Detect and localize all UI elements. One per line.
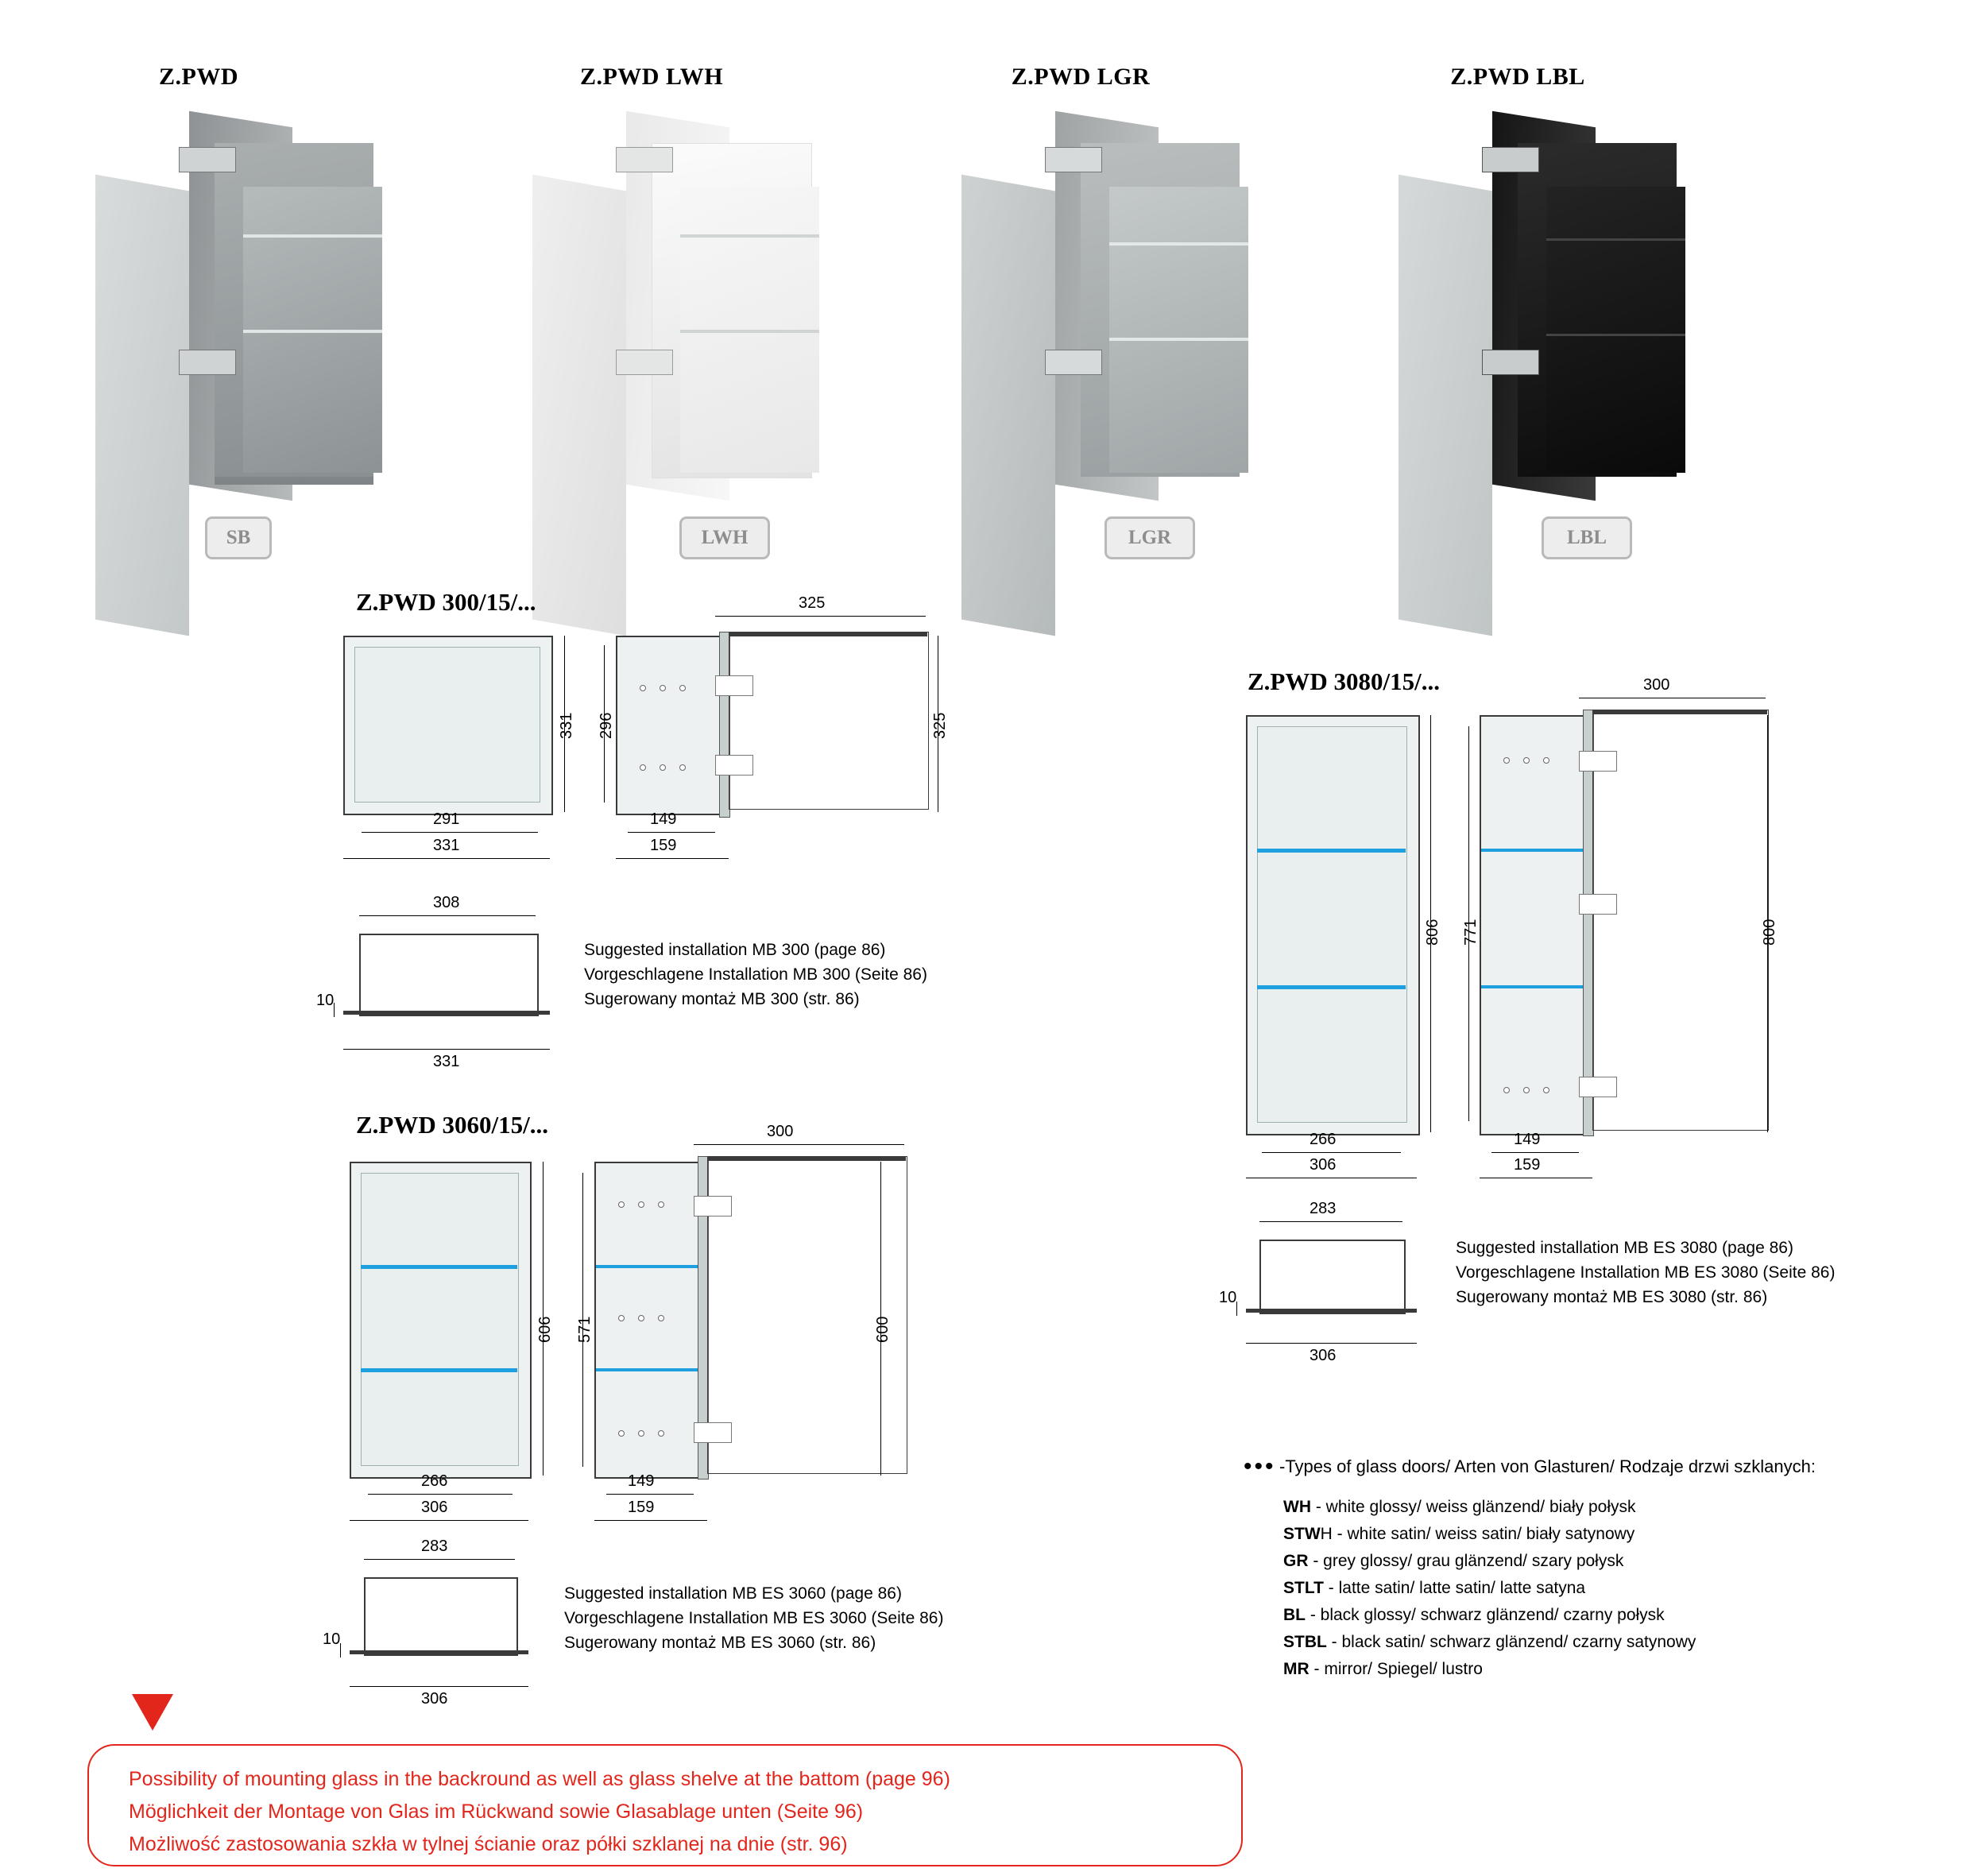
badge-lgr: LGR: [1104, 516, 1195, 559]
pwd3080-note-en: Suggested installation MB ES 3080 (page 86): [1456, 1239, 1793, 1257]
pwd3060-notes: [564, 1581, 1009, 1655]
pwd3080-shelf-1: [1257, 849, 1406, 853]
badge-lwh: LWH: [679, 516, 770, 559]
red-arrow-icon: [132, 1694, 173, 1731]
pwd300-side-view: [616, 636, 722, 815]
glass-type-item: [1283, 1494, 1935, 1521]
product-photo-2: [532, 111, 874, 556]
drawing-title-pwd3060: Z.PWD 3060/15/...: [356, 1111, 548, 1139]
dim-pwd3080-front-w2: 306: [1310, 1156, 1337, 1174]
bullet-dots-icon: •••: [1244, 1453, 1276, 1480]
glass-types-heading: -Types of glass doors/ Arten von Glasturen/ Rodzaje drzwi szklanych:: [1279, 1456, 1816, 1476]
pwd300-note-de: Vorgeschlagene Installation MB 300 (Seite 86): [584, 965, 927, 984]
glass-desc: - mirror/ Spiegel/ lustro: [1309, 1660, 1483, 1678]
dim-pwd300-plan-w: 308: [433, 894, 460, 911]
pwd3060-shelf-1: [361, 1265, 517, 1269]
footer-line-en: Possibility of mounting glass in the backround as well as glass shelve at the battom (page 96): [129, 1768, 950, 1790]
glass-desc: H - white satin/ weiss satin/ biały satynowy: [1320, 1525, 1635, 1543]
pwd3060-plan-view: [364, 1577, 518, 1656]
glass-code: MR: [1283, 1660, 1310, 1678]
pwd3060-front-glass: [361, 1173, 519, 1466]
glass-types-list: [1283, 1494, 1935, 1683]
pwd300-notes: [584, 938, 997, 1011]
pwd3080-shelf-2: [1257, 985, 1406, 989]
drawing-title-pwd300: Z.PWD 300/15/...: [356, 588, 536, 616]
pwd3060-side-view: [594, 1162, 701, 1479]
dim-pwd300-front-h: 331: [558, 712, 575, 739]
badge-lbl: LBL: [1542, 516, 1632, 559]
dim-pwd3060-plan-w: 283: [421, 1538, 448, 1555]
glass-desc: - black glossy/ schwarz glänzend/ czarny połysk: [1306, 1606, 1665, 1624]
pwd3080-front-glass: [1257, 726, 1407, 1123]
dim-pwd3080-front-h: 806: [1424, 919, 1441, 946]
dim-pwd300-plan-w2: 331: [433, 1053, 460, 1070]
dim-pwd3080-side-w: 149: [1514, 1131, 1541, 1148]
product-photo-4: [1399, 111, 1740, 556]
pwd3080-note-de: Vorgeschlagene Installation MB ES 3080 (Seite 86): [1456, 1263, 1836, 1282]
glass-code: GR: [1283, 1552, 1309, 1570]
drawing-title-pwd3080: Z.PWD 3080/15/...: [1248, 667, 1440, 695]
pwd3080-note-pl: Sugerowany montaż MB ES 3080 (str. 86): [1456, 1288, 1768, 1306]
pwd3080-side-view: [1480, 715, 1586, 1135]
glass-type-item: [1283, 1548, 1935, 1575]
dim-pwd3060-front-w: 266: [421, 1472, 448, 1490]
product-title-3: Z.PWD LGR: [1011, 64, 1151, 90]
dim-pwd3080-side-w2: 159: [1514, 1156, 1541, 1174]
glass-desc: - black satin/ schwarz glänzend/ czarny satynowy: [1326, 1633, 1696, 1651]
dim-pwd3080-side-innerh: 771: [1462, 919, 1480, 946]
pwd3060-shelf-2: [361, 1368, 517, 1372]
dim-pwd300-front-w2: 331: [433, 837, 460, 854]
product-photo-3: [961, 111, 1303, 556]
dim-pwd3060-side-h: 600: [874, 1316, 892, 1343]
glass-code: WH: [1283, 1498, 1311, 1516]
dim-pwd3060-plan-h: 10: [323, 1630, 341, 1648]
footer-line-pl: Możliwość zastosowania szkła w tylnej ścianie oraz półki szklanej na dnie (str. 96): [129, 1833, 848, 1855]
dim-pwd3060-side-w2: 159: [628, 1499, 655, 1516]
dim-pwd3080-plan-w: 283: [1310, 1200, 1337, 1217]
pwd300-plan-view: [359, 934, 539, 1016]
dim-pwd3060-side-top: 300: [767, 1123, 794, 1140]
dim-pwd300-side-w2: 159: [650, 837, 677, 854]
footer-callout: [87, 1744, 1243, 1866]
pwd3080-plan-view: [1259, 1240, 1406, 1314]
product-title-2: Z.PWD LWH: [579, 64, 724, 90]
dim-pwd3080-side-h: 800: [1761, 919, 1778, 946]
badge-sb: SB: [205, 516, 272, 559]
dim-pwd300-front-w: 291: [433, 810, 460, 828]
pwd3080-notes: [1456, 1236, 1917, 1309]
pwd300-note-pl: Sugerowany montaż MB 300 (str. 86): [584, 990, 860, 1008]
glass-desc: - white glossy/ weiss glänzend/ biały połysk: [1311, 1498, 1636, 1516]
glass-type-item: [1283, 1629, 1935, 1656]
dim-pwd300-side-innerh: 296: [598, 712, 615, 739]
dim-pwd3080-side-top: 300: [1643, 676, 1670, 694]
pwd3060-note-pl: Sugerowany montaż MB ES 3060 (str. 86): [564, 1634, 876, 1652]
dim-pwd300-side-h: 325: [931, 712, 949, 739]
pwd3060-note-en: Suggested installation MB ES 3060 (page 86): [564, 1584, 902, 1603]
dim-pwd300-side-top: 325: [799, 594, 826, 612]
dim-pwd3060-front-h: 606: [536, 1316, 554, 1343]
glass-code: BL: [1283, 1606, 1306, 1624]
pwd300-note-en: Suggested installation MB 300 (page 86): [584, 941, 886, 959]
dim-pwd3080-plan-h: 10: [1219, 1289, 1237, 1306]
glass-code: STBL: [1283, 1633, 1327, 1651]
glass-type-item: [1283, 1575, 1935, 1602]
pwd300-front-glass: [354, 647, 540, 803]
glass-type-item: [1283, 1602, 1935, 1629]
glass-desc: - grey glossy/ grau glänzend/ szary połysk: [1308, 1552, 1624, 1570]
dim-pwd3080-plan-w2: 306: [1310, 1347, 1337, 1364]
product-title-1: Z.PWD: [159, 64, 238, 90]
dim-pwd300-plan-h: 10: [316, 992, 335, 1009]
dim-pwd3060-side-w: 149: [628, 1472, 655, 1490]
product-photo-1: [95, 111, 437, 556]
glass-code: STW: [1283, 1525, 1321, 1543]
glass-code: STLT: [1283, 1579, 1324, 1597]
footer-line-de: Möglichkeit der Montage von Glas im Rückwand sowie Glasablage unten (Seite 96): [129, 1801, 864, 1823]
dim-pwd3080-front-w: 266: [1310, 1131, 1337, 1148]
dim-pwd3060-side-innerh: 571: [576, 1316, 594, 1343]
product-title-4: Z.PWD LBL: [1450, 64, 1585, 90]
glass-type-item: [1283, 1521, 1935, 1548]
pwd3060-note-de: Vorgeschlagene Installation MB ES 3060 (Seite 86): [564, 1609, 944, 1627]
dim-pwd3060-plan-w2: 306: [421, 1690, 448, 1708]
dim-pwd300-side-w: 149: [650, 810, 677, 828]
glass-desc: - latte satin/ latte satin/ latte satyna: [1323, 1579, 1586, 1597]
dim-pwd3060-front-w2: 306: [421, 1499, 448, 1516]
glass-type-item: [1283, 1656, 1935, 1683]
